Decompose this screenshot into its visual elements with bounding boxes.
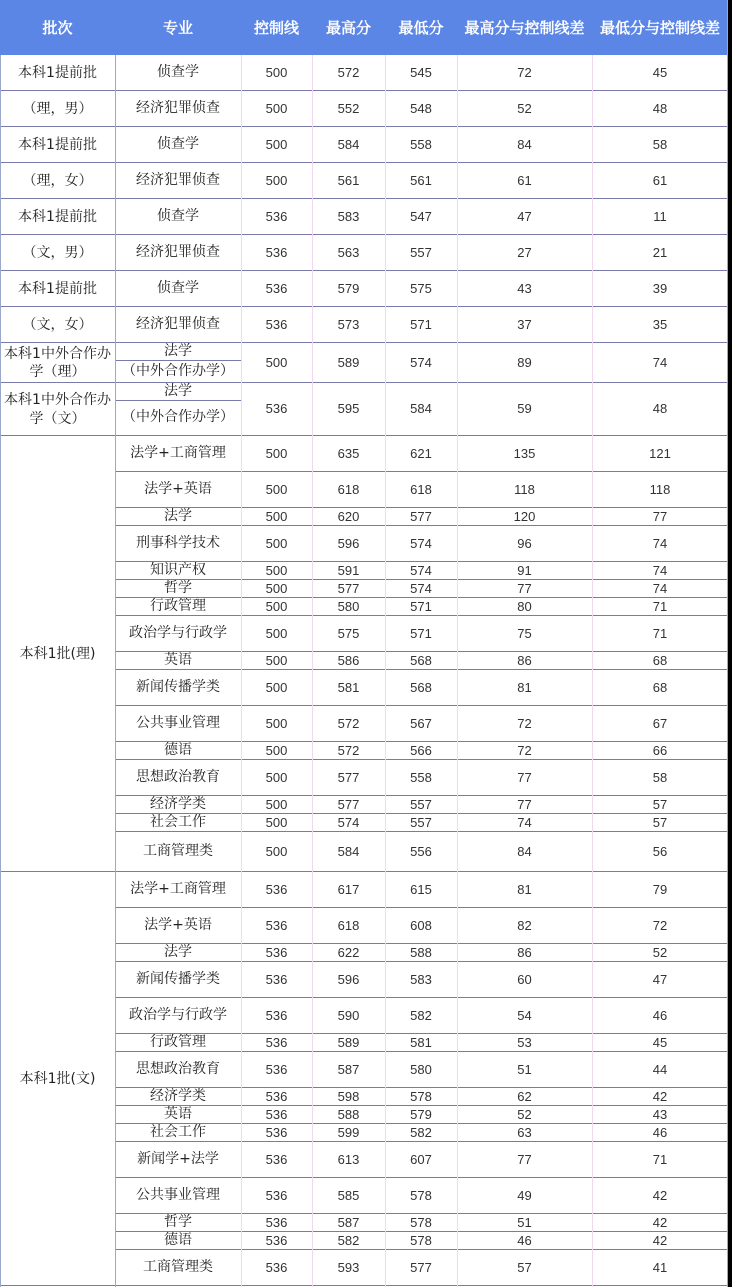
column-divider — [727, 0, 728, 1287]
batch-cell: （理，女） — [22, 172, 93, 189]
min-diff-cell: 121 — [649, 445, 671, 461]
control-line-cell: 536 — [265, 280, 288, 296]
major-cell: 经济学类 — [150, 1088, 206, 1105]
max-diff-cell: 43 — [517, 280, 532, 296]
min-score-cell: 582 — [410, 1007, 432, 1023]
max-score-cell: 591 — [337, 562, 360, 578]
column-divider — [457, 55, 458, 1287]
control-line-cell: 500 — [265, 562, 288, 578]
control-line-cell: 500 — [265, 354, 288, 370]
major-cell: 经济犯罪侦查 — [136, 244, 220, 261]
major-subtitle-cell: （中外合作办学） — [122, 409, 234, 426]
max-score-cell: 572 — [337, 64, 360, 80]
max-score-cell: 618 — [337, 917, 360, 933]
major-cell: 法学+英语 — [144, 481, 212, 498]
control-line-cell: 536 — [265, 208, 288, 224]
min-score-cell: 571 — [410, 625, 432, 641]
major-cell: 法学 — [164, 508, 192, 525]
min-diff-cell: 74 — [652, 354, 668, 370]
major-cell: 行政管理 — [150, 1034, 206, 1051]
major-cell: 刑事科学技术 — [136, 535, 220, 552]
min-diff-cell: 58 — [652, 769, 668, 785]
min-diff-cell: 74 — [652, 535, 668, 551]
min-diff-cell: 39 — [652, 280, 668, 296]
max-score-cell: 563 — [337, 244, 360, 260]
min-diff-cell: 58 — [652, 136, 668, 152]
min-diff-cell: 42 — [652, 1088, 668, 1104]
max-score-cell: 588 — [337, 1106, 360, 1122]
max-diff-cell: 81 — [517, 679, 532, 695]
min-diff-cell: 44 — [652, 1061, 668, 1077]
batch-cell: 本科1批(文) — [19, 1070, 96, 1087]
min-score-cell: 578 — [410, 1187, 432, 1203]
min-diff-cell: 79 — [652, 881, 668, 897]
min-score-cell: 548 — [410, 100, 432, 116]
max-score-cell: 589 — [337, 1034, 360, 1050]
control-line-cell: 500 — [265, 64, 288, 80]
control-line-cell: 536 — [265, 1061, 288, 1077]
max-diff-cell: 37 — [517, 316, 532, 332]
control-line-cell: 536 — [265, 1187, 288, 1203]
control-line-cell: 536 — [265, 1259, 288, 1275]
max-diff-cell: 49 — [517, 1187, 532, 1203]
min-diff-cell: 66 — [652, 742, 668, 758]
max-diff-cell: 74 — [517, 814, 532, 830]
min-diff-cell: 71 — [652, 625, 668, 641]
min-diff-cell: 68 — [652, 679, 668, 695]
batch-cell: 本科1提前批 — [18, 280, 97, 297]
row-divider — [115, 360, 241, 361]
major-cell: 工商管理类 — [143, 1259, 213, 1276]
min-score-cell: 557 — [410, 244, 432, 260]
max-score-cell: 590 — [337, 1007, 360, 1023]
control-line-cell: 500 — [265, 742, 288, 758]
max-score-cell: 587 — [337, 1214, 360, 1230]
control-line-cell: 536 — [265, 1232, 288, 1248]
max-score-cell: 595 — [337, 401, 360, 417]
max-score-cell: 575 — [337, 625, 360, 641]
major-cell: 法学+英语 — [144, 917, 212, 934]
max-score-cell: 618 — [337, 481, 360, 497]
min-diff-cell: 67 — [652, 715, 668, 731]
min-score-cell: 575 — [410, 280, 432, 296]
control-line-cell: 536 — [265, 1124, 288, 1140]
min-diff-cell: 46 — [652, 1007, 668, 1023]
major-cell: 德语 — [164, 1232, 192, 1249]
max-diff-cell: 51 — [517, 1214, 532, 1230]
max-diff-cell: 86 — [517, 652, 532, 668]
control-line-cell: 500 — [265, 625, 288, 641]
batch-cell: 本科1提前批 — [18, 136, 97, 153]
max-diff-cell: 46 — [517, 1232, 532, 1248]
max-diff-cell: 135 — [513, 445, 536, 461]
control-line-cell: 500 — [265, 715, 288, 731]
max-diff-cell: 120 — [513, 508, 536, 524]
min-score-cell: 558 — [410, 769, 432, 785]
major-cell: 侦查学 — [157, 208, 199, 225]
min-score-cell: 581 — [410, 1034, 432, 1050]
min-score-cell: 561 — [410, 172, 432, 188]
control-line-cell: 536 — [265, 917, 288, 933]
major-cell: 公共事业管理 — [136, 1187, 220, 1204]
min-diff-cell: 74 — [652, 580, 668, 596]
max-diff-cell: 96 — [517, 535, 532, 551]
min-score-cell: 577 — [410, 508, 432, 524]
column-divider — [385, 55, 386, 1287]
min-diff-cell: 42 — [652, 1187, 668, 1203]
min-diff-cell: 77 — [652, 508, 668, 524]
major-cell: 哲学 — [164, 1214, 192, 1231]
header-max-score: 最高分 — [325, 19, 371, 37]
control-line-cell: 500 — [265, 580, 288, 596]
row-divider — [115, 400, 241, 401]
max-diff-cell: 80 — [517, 598, 532, 614]
min-score-cell: 574 — [410, 562, 432, 578]
max-diff-cell: 77 — [517, 580, 532, 596]
control-line-cell: 500 — [265, 769, 288, 785]
min-diff-cell: 72 — [652, 917, 668, 933]
control-line-cell: 536 — [265, 1214, 288, 1230]
control-line-cell: 536 — [265, 881, 288, 897]
min-score-cell: 580 — [410, 1061, 432, 1077]
min-diff-cell: 41 — [652, 1259, 668, 1275]
min-diff-cell: 57 — [652, 796, 668, 812]
max-score-cell: 581 — [337, 679, 360, 695]
min-diff-cell: 71 — [652, 598, 668, 614]
major-cell: 思想政治教育 — [136, 1061, 220, 1078]
max-score-cell: 561 — [337, 172, 360, 188]
control-line-cell: 500 — [265, 100, 288, 116]
major-cell: 英语 — [164, 1106, 192, 1123]
major-cell: 法学+工商管理 — [130, 881, 226, 898]
min-score-cell: 607 — [410, 1151, 432, 1167]
min-score-cell: 583 — [410, 971, 432, 987]
major-cell: 哲学 — [164, 580, 192, 597]
table-header — [0, 0, 728, 55]
max-score-cell: 596 — [337, 971, 360, 987]
major-cell: 新闻传播学类 — [136, 679, 220, 696]
header-min-score: 最低分 — [398, 19, 444, 37]
max-diff-cell: 77 — [517, 796, 532, 812]
max-score-cell: 572 — [337, 742, 360, 758]
column-divider — [115, 55, 116, 1287]
min-diff-cell: 71 — [652, 1151, 668, 1167]
min-diff-cell: 46 — [652, 1124, 668, 1140]
major-cell: 英语 — [164, 652, 192, 669]
major-cell: 德语 — [164, 742, 192, 759]
min-score-cell: 579 — [410, 1106, 432, 1122]
control-line-cell: 536 — [265, 1007, 288, 1023]
major-subtitle-cell: （中外合作办学） — [122, 362, 234, 379]
min-diff-cell: 48 — [652, 401, 668, 417]
min-diff-cell: 35 — [652, 316, 668, 332]
min-diff-cell: 43 — [652, 1106, 668, 1122]
min-score-cell: 568 — [410, 679, 432, 695]
major-cell: 行政管理 — [150, 598, 206, 615]
min-score-cell: 621 — [410, 445, 432, 461]
major-cell: 社会工作 — [150, 814, 206, 831]
max-score-cell: 593 — [337, 1259, 360, 1275]
max-diff-cell: 53 — [517, 1034, 532, 1050]
max-diff-cell: 57 — [517, 1259, 532, 1275]
min-diff-cell: 52 — [652, 944, 668, 960]
max-diff-cell: 60 — [517, 971, 532, 987]
min-diff-cell: 42 — [652, 1232, 668, 1248]
major-cell: 经济犯罪侦查 — [136, 316, 220, 333]
control-line-cell: 536 — [265, 1151, 288, 1167]
control-line-cell: 500 — [265, 481, 288, 497]
major-cell: 新闻传播学类 — [136, 971, 220, 988]
control-line-cell: 500 — [265, 508, 288, 524]
min-diff-cell: 118 — [649, 481, 671, 497]
max-diff-cell: 59 — [517, 401, 532, 417]
column-divider — [592, 55, 593, 1287]
control-line-cell: 536 — [265, 1088, 288, 1104]
min-score-cell: 545 — [410, 64, 432, 80]
header-min-diff: 最低分与控制线差 — [599, 19, 720, 37]
min-score-cell: 577 — [410, 1259, 432, 1275]
major-cell: 法学 — [164, 342, 192, 359]
major-cell: 法学 — [164, 382, 192, 399]
min-score-cell: 557 — [410, 814, 432, 830]
max-score-cell: 589 — [337, 354, 360, 370]
min-diff-cell: 57 — [652, 814, 668, 830]
min-score-cell: 584 — [410, 401, 432, 417]
min-diff-cell: 11 — [653, 208, 667, 224]
row-divider — [115, 1285, 728, 1286]
min-score-cell: 566 — [410, 742, 432, 758]
max-score-cell: 635 — [337, 445, 360, 461]
batch-cell: 本科1提前批 — [18, 208, 97, 225]
min-score-cell: 588 — [410, 944, 432, 960]
control-line-cell: 500 — [265, 172, 288, 188]
control-line-cell: 536 — [265, 244, 288, 260]
batch-cell: （理，男） — [22, 100, 93, 117]
max-score-cell: 574 — [337, 814, 360, 830]
max-diff-cell: 86 — [517, 944, 532, 960]
column-divider — [241, 55, 242, 1287]
major-cell: 侦查学 — [157, 280, 199, 297]
min-score-cell: 568 — [410, 652, 432, 668]
batch-cell: （文，男） — [22, 244, 93, 261]
major-cell: 思想政治教育 — [136, 769, 220, 786]
min-score-cell: 556 — [410, 843, 432, 859]
major-cell: 经济犯罪侦查 — [136, 100, 220, 117]
control-line-cell: 500 — [265, 679, 288, 695]
max-score-cell: 577 — [337, 769, 360, 785]
max-score-cell: 584 — [337, 843, 360, 859]
max-score-cell: 620 — [337, 508, 360, 524]
max-score-cell: 599 — [337, 1124, 360, 1140]
major-cell: 法学+工商管理 — [130, 445, 226, 462]
major-cell: 侦查学 — [157, 136, 199, 153]
max-diff-cell: 63 — [517, 1124, 532, 1140]
header-control-line: 控制线 — [253, 19, 299, 37]
header-batch: 批次 — [42, 19, 73, 37]
major-cell: 工商管理类 — [143, 843, 213, 860]
min-score-cell: 557 — [410, 796, 432, 812]
major-cell: 经济犯罪侦查 — [136, 172, 220, 189]
major-cell: 法学 — [164, 944, 192, 961]
min-diff-cell: 21 — [652, 244, 668, 260]
major-cell: 知识产权 — [150, 562, 206, 579]
min-diff-cell: 74 — [652, 562, 668, 578]
max-diff-cell: 77 — [517, 1151, 532, 1167]
header-major: 专业 — [162, 19, 193, 37]
major-cell: 社会工作 — [150, 1124, 206, 1141]
control-line-cell: 500 — [265, 796, 288, 812]
max-score-cell: 613 — [337, 1151, 360, 1167]
min-score-cell: 578 — [410, 1088, 432, 1104]
max-score-cell: 598 — [337, 1088, 360, 1104]
min-score-cell: 571 — [410, 598, 432, 614]
min-score-cell: 578 — [410, 1232, 432, 1248]
batch-cell: 本科1提前批 — [18, 64, 97, 81]
header-max-diff: 最高分与控制线差 — [464, 19, 585, 37]
control-line-cell: 536 — [265, 971, 288, 987]
min-diff-cell: 48 — [652, 100, 668, 116]
max-diff-cell: 77 — [517, 769, 532, 785]
min-score-cell: 571 — [410, 316, 432, 332]
max-score-cell: 617 — [337, 881, 360, 897]
max-score-cell: 596 — [337, 535, 360, 551]
min-diff-cell: 47 — [652, 971, 668, 987]
min-score-cell: 615 — [410, 881, 432, 897]
max-score-cell: 572 — [337, 715, 360, 731]
max-diff-cell: 27 — [517, 244, 532, 260]
major-cell: 政治学与行政学 — [129, 1007, 227, 1024]
major-cell: 政治学与行政学 — [129, 625, 227, 642]
control-line-cell: 500 — [265, 445, 288, 461]
max-diff-cell: 52 — [517, 1106, 532, 1122]
max-score-cell: 585 — [337, 1187, 360, 1203]
max-diff-cell: 72 — [517, 742, 532, 758]
min-score-cell: 567 — [410, 715, 432, 731]
major-cell: 侦查学 — [157, 64, 199, 81]
control-line-cell: 500 — [265, 814, 288, 830]
min-score-cell: 608 — [410, 917, 432, 933]
min-diff-cell: 45 — [652, 64, 668, 80]
control-line-cell: 536 — [265, 944, 288, 960]
column-divider — [312, 55, 313, 1287]
max-diff-cell: 81 — [517, 881, 532, 897]
major-cell: 公共事业管理 — [136, 715, 220, 732]
max-diff-cell: 84 — [517, 843, 532, 859]
max-diff-cell: 54 — [517, 1007, 532, 1023]
min-diff-cell: 45 — [652, 1034, 668, 1050]
min-score-cell: 574 — [410, 580, 432, 596]
control-line-cell: 536 — [265, 316, 288, 332]
max-score-cell: 579 — [337, 280, 360, 296]
max-diff-cell: 52 — [517, 100, 532, 116]
min-score-cell: 574 — [410, 535, 432, 551]
major-cell: 经济学类 — [150, 796, 206, 813]
min-score-cell: 582 — [410, 1124, 432, 1140]
max-score-cell: 577 — [337, 796, 360, 812]
major-cell: 新闻学+法学 — [137, 1151, 219, 1168]
max-score-cell: 586 — [337, 652, 360, 668]
max-score-cell: 573 — [337, 316, 360, 332]
min-diff-cell: 42 — [652, 1214, 668, 1230]
min-score-cell: 578 — [410, 1214, 432, 1230]
max-score-cell: 583 — [337, 208, 360, 224]
control-line-cell: 536 — [265, 1106, 288, 1122]
min-diff-cell: 68 — [652, 652, 668, 668]
max-diff-cell: 72 — [517, 64, 532, 80]
column-divider — [0, 55, 1, 1287]
max-score-cell: 584 — [337, 136, 360, 152]
control-line-cell: 500 — [265, 843, 288, 859]
min-score-cell: 547 — [410, 208, 432, 224]
batch-cell: 本科1中外合作办学（理） — [4, 345, 111, 380]
max-diff-cell: 61 — [517, 172, 532, 188]
max-score-cell: 577 — [337, 580, 360, 596]
control-line-cell: 536 — [265, 1034, 288, 1050]
min-diff-cell: 61 — [652, 172, 668, 188]
max-diff-cell: 82 — [517, 917, 532, 933]
control-line-cell: 500 — [265, 598, 288, 614]
max-diff-cell: 84 — [517, 136, 532, 152]
min-diff-cell: 56 — [652, 843, 668, 859]
min-score-cell: 574 — [410, 354, 432, 370]
max-diff-cell: 62 — [517, 1088, 532, 1104]
control-line-cell: 500 — [265, 535, 288, 551]
max-diff-cell: 118 — [514, 481, 535, 497]
control-line-cell: 500 — [265, 136, 288, 152]
max-score-cell: 622 — [337, 944, 360, 960]
min-score-cell: 558 — [410, 136, 432, 152]
control-line-cell: 500 — [265, 652, 288, 668]
max-score-cell: 580 — [337, 598, 360, 614]
max-diff-cell: 51 — [517, 1061, 532, 1077]
min-score-cell: 618 — [410, 481, 432, 497]
control-line-cell: 536 — [265, 401, 288, 417]
max-score-cell: 552 — [337, 100, 360, 116]
max-diff-cell: 89 — [517, 354, 532, 370]
batch-cell: 本科1中外合作办学（文） — [4, 392, 111, 427]
max-diff-cell: 47 — [517, 208, 532, 224]
max-score-cell: 587 — [337, 1061, 360, 1077]
max-diff-cell: 91 — [517, 562, 532, 578]
max-score-cell: 582 — [337, 1232, 360, 1248]
max-diff-cell: 72 — [517, 715, 532, 731]
batch-cell: （文，女） — [22, 316, 93, 333]
batch-cell: 本科1批(理) — [19, 645, 96, 662]
max-diff-cell: 75 — [517, 625, 532, 641]
